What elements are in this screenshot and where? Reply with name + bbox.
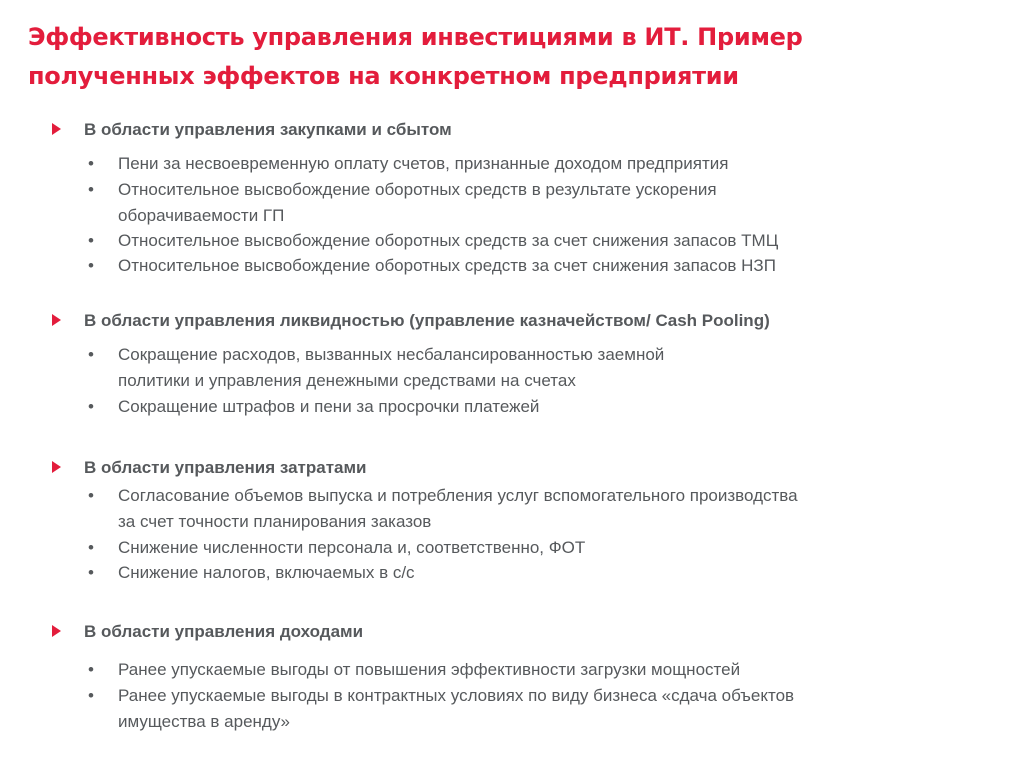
bullet-dot-icon: • [88,154,94,173]
bullet-dot-icon: • [88,538,94,557]
bullet-dot-icon: • [88,686,94,705]
section-title: В области управления ликвидностью (управление казначейством/ Cash Pooling) [84,311,770,330]
item-line: Сокращение расходов, вызванных несбалансированностью заемной [118,345,665,364]
item-line: Снижение численности персонала и, соответственно, ФОТ [118,538,586,557]
item-line: Ранее упускаемые выгоды от повышения эффективности загрузки мощностей [118,660,741,679]
item-line: за счет точности планирования заказов [118,511,432,531]
bullet-dot-icon: • [88,397,94,416]
triangle-bullet-icon [52,461,61,473]
item-line: Снижение налогов, включаемых в с/с [118,563,415,582]
section-title: В области управления закупками и сбытом [84,120,452,139]
item-line: Ранее упускаемые выгоды в контрактных условиях по виду бизнеса «сдача объектов [118,686,795,705]
bullet-dot-icon: • [88,256,94,275]
bullet-dot-icon: • [88,660,94,679]
bullet-dot-icon: • [88,231,94,250]
bullet-dot-icon: • [88,486,94,505]
item-line: Согласование объемов выпуска и потребления услуг вспомогательного производства [118,486,798,505]
item-line: Пени за несвоевременную оплату счетов, признанные доходом предприятия [118,154,729,173]
item-line: оборачиваемости ГП [118,205,285,225]
item-line: Относительное высвобождение оборотных средств в результате ускорения [118,180,717,199]
item-line: Относительное высвобождение оборотных средств за счет снижения запасов ТМЦ [118,231,779,250]
title-line-2: полученных эффектов на конкретном предприятии [28,62,739,90]
bullet-dot-icon: • [88,180,94,199]
page-title [28,18,988,96]
triangle-bullet-icon [52,123,61,135]
triangle-bullet-icon [52,314,61,326]
triangle-bullet-icon [52,625,61,637]
title-line-1: Эффективность управления инвестициями в ИТ. Пример [28,23,803,51]
bullet-dot-icon: • [88,345,94,364]
item-line: Сокращение штрафов и пени за просрочки платежей [118,397,540,416]
section-title: В области управления затратами [84,458,367,477]
bullet-dot-icon: • [88,563,94,582]
item-line: политики и управления денежными средствами на счетах [118,370,576,390]
item-line: имущества в аренду» [118,711,291,731]
item-line: Относительное высвобождение оборотных средств за счет снижения запасов НЗП [118,256,776,275]
section-title: В области управления доходами [84,622,364,641]
